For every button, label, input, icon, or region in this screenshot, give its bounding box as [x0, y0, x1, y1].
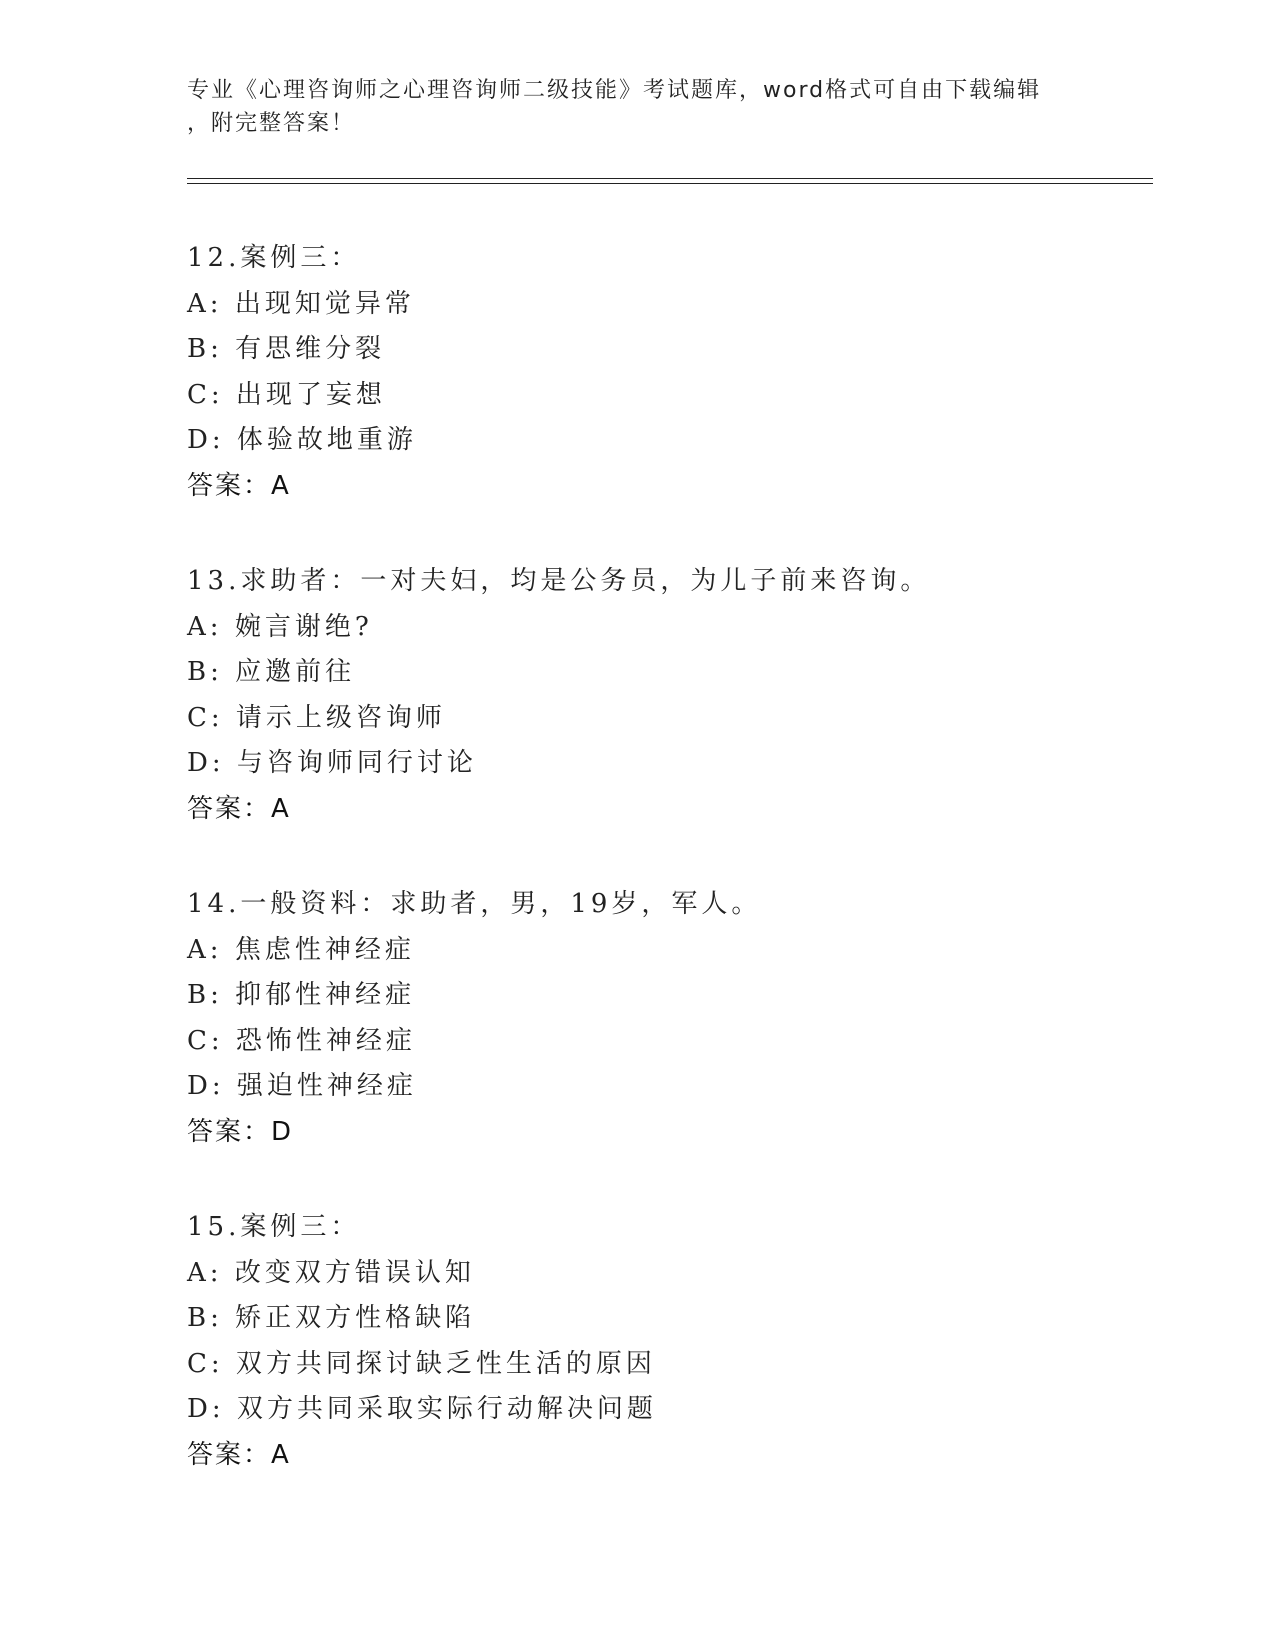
document-header — [187, 74, 1087, 140]
option-text: 双方共同采取实际行动解决问题 — [236, 1394, 657, 1424]
answer-value: A — [271, 470, 291, 501]
question-stem: 12.案例三： — [187, 243, 361, 273]
option-text: 有思维分裂 — [235, 334, 386, 364]
answer-label: 答案： — [187, 793, 272, 824]
answer-value: A — [271, 793, 291, 824]
question-12 — [187, 236, 1147, 509]
question-stem: 13.求助者：一对夫妇，均是公务员，为儿子前来咨询。 — [187, 566, 931, 596]
header-divider-top — [187, 178, 1153, 179]
option-text: 恐怖性神经症 — [235, 1025, 416, 1056]
header-line-1: 专业《心理咨询师之心理咨询师二级技能》考试题库，word格式可自由下载编辑 — [187, 78, 1042, 103]
option-c — [187, 1342, 1147, 1388]
option-label: D: — [187, 748, 225, 778]
option-a — [187, 605, 1147, 651]
option-text: 婉言谢绝? — [234, 611, 373, 642]
question-stem: 14.一般资料：求助者，男，19岁，军人。 — [187, 889, 762, 919]
option-label: D: — [187, 1071, 225, 1101]
option-text: 抑郁性神经症 — [235, 980, 416, 1010]
option-label: C: — [187, 702, 224, 733]
option-label: C: — [187, 1025, 224, 1056]
option-b — [187, 973, 1147, 1019]
option-text: 请示上级咨询师 — [235, 702, 446, 733]
header-line-2: ，附完整答案！ — [187, 111, 356, 136]
option-text: 体验故地重游 — [236, 425, 417, 455]
question-15 — [187, 1205, 1147, 1478]
option-label: A: — [187, 611, 223, 642]
option-c — [187, 1019, 1147, 1065]
option-label: A: — [187, 288, 223, 319]
option-label: B: — [187, 334, 223, 364]
option-label: D: — [187, 1394, 225, 1424]
answer-line — [187, 787, 1147, 833]
option-d — [187, 418, 1147, 464]
option-label: B: — [187, 980, 223, 1010]
question-list — [187, 236, 1147, 1528]
answer-value: A — [271, 1439, 291, 1470]
option-a — [187, 928, 1147, 974]
option-c — [187, 696, 1147, 742]
header-divider-bottom — [187, 183, 1153, 184]
option-text: 出现了妄想 — [235, 379, 386, 410]
option-b — [187, 650, 1147, 696]
option-text: 与咨询师同行讨论 — [236, 748, 477, 778]
option-d — [187, 741, 1147, 787]
option-label: C: — [187, 379, 224, 410]
option-text: 矫正双方性格缺陷 — [235, 1303, 476, 1333]
option-a — [187, 282, 1147, 328]
option-label: B: — [187, 1303, 223, 1333]
option-text: 改变双方错误认知 — [234, 1257, 475, 1288]
answer-value: D — [271, 1116, 294, 1147]
option-b — [187, 327, 1147, 373]
option-label: A: — [187, 934, 223, 965]
answer-line — [187, 1433, 1147, 1479]
option-text: 强迫性神经症 — [236, 1071, 417, 1101]
option-text: 双方共同探讨缺乏性生活的原因 — [235, 1348, 656, 1379]
option-d — [187, 1387, 1147, 1433]
option-c — [187, 373, 1147, 419]
question-13 — [187, 559, 1147, 832]
answer-line — [187, 1110, 1147, 1156]
option-text: 出现知觉异常 — [234, 288, 415, 319]
option-text: 应邀前往 — [235, 657, 356, 687]
answer-label: 答案： — [187, 470, 272, 501]
option-label: C: — [187, 1348, 224, 1379]
answer-label: 答案： — [187, 1116, 272, 1147]
answer-line — [187, 464, 1147, 510]
answer-label: 答案： — [187, 1439, 272, 1470]
question-stem: 15.案例三： — [187, 1212, 361, 1242]
option-label: B: — [187, 657, 223, 687]
question-14 — [187, 882, 1147, 1155]
option-label: D: — [187, 425, 225, 455]
option-a — [187, 1251, 1147, 1297]
option-text: 焦虑性神经症 — [234, 934, 415, 965]
option-label: A: — [187, 1257, 223, 1288]
option-d — [187, 1064, 1147, 1110]
option-b — [187, 1296, 1147, 1342]
